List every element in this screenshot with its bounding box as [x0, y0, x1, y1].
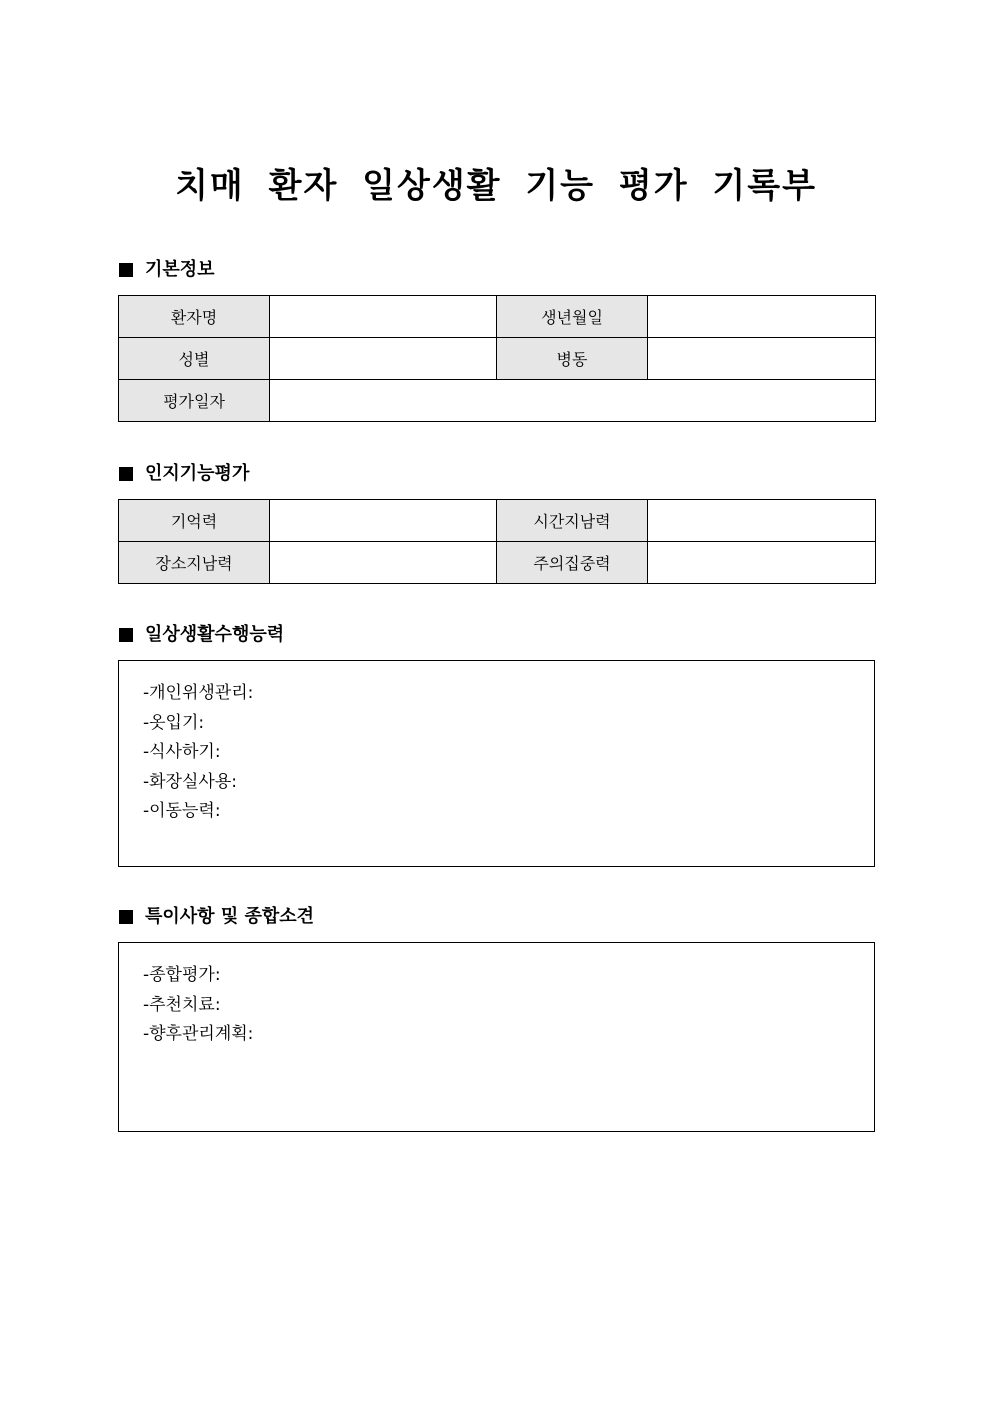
label-eval-date: 평가일자 [119, 380, 270, 422]
section-heading-basic-label: 기본정보 [145, 259, 215, 280]
adl-line-mobility: -이동능력: [143, 801, 221, 821]
birthdate-field[interactable] [648, 296, 876, 338]
table-row [119, 338, 876, 380]
ward-field[interactable] [648, 338, 876, 380]
table-row [119, 542, 876, 584]
notes-line-overall: -종합평가: [143, 965, 221, 985]
square-bullet-icon [119, 910, 133, 924]
gender-field[interactable] [270, 338, 497, 380]
place-orientation-field[interactable] [270, 542, 497, 584]
square-bullet-icon [119, 467, 133, 481]
section-heading-cognitive-label: 인지기능평가 [145, 463, 250, 484]
section-heading-notes [119, 904, 314, 930]
section-heading-adl [119, 622, 284, 648]
adl-line-eating: -식사하기: [143, 742, 221, 762]
adl-line-hygiene: -개인위생관리: [143, 683, 254, 703]
square-bullet-icon [119, 263, 133, 277]
page-title: 치매 환자 일상생활 기능 평가 기록부 [175, 166, 817, 206]
square-bullet-icon [119, 628, 133, 642]
notes-line-plan: -향후관리계획: [143, 1024, 254, 1044]
table-row [119, 296, 876, 338]
label-gender: 성별 [119, 338, 270, 380]
section-heading-cognitive [119, 461, 249, 487]
label-ward: 병동 [497, 338, 648, 380]
notes-box[interactable] [118, 942, 875, 1132]
section-heading-notes-label: 특이사항 및 종합소견 [145, 906, 315, 927]
section-heading-adl-label: 일상생활수행능력 [145, 624, 285, 645]
table-row [119, 380, 876, 422]
label-place-orientation: 장소지남력 [119, 542, 270, 584]
memory-field[interactable] [270, 500, 497, 542]
basic-info-table [118, 295, 876, 422]
time-orientation-field[interactable] [648, 500, 876, 542]
label-attention: 주의집중력 [497, 542, 648, 584]
label-patient-name: 환자명 [119, 296, 270, 338]
section-heading-basic [119, 257, 215, 283]
table-row [119, 500, 876, 542]
attention-field[interactable] [648, 542, 876, 584]
patient-name-field[interactable] [270, 296, 497, 338]
adl-line-dressing: -옷입기: [143, 712, 205, 733]
adl-box[interactable] [118, 660, 875, 867]
label-time-orientation: 시간지남력 [497, 500, 648, 542]
label-birthdate: 생년월일 [497, 296, 648, 338]
adl-line-toilet: -화장실사용: [143, 771, 237, 792]
cognitive-table [118, 499, 876, 584]
notes-line-treatment: -추천치료: [143, 994, 221, 1015]
label-memory: 기억력 [119, 500, 270, 542]
eval-date-field[interactable] [270, 380, 876, 422]
